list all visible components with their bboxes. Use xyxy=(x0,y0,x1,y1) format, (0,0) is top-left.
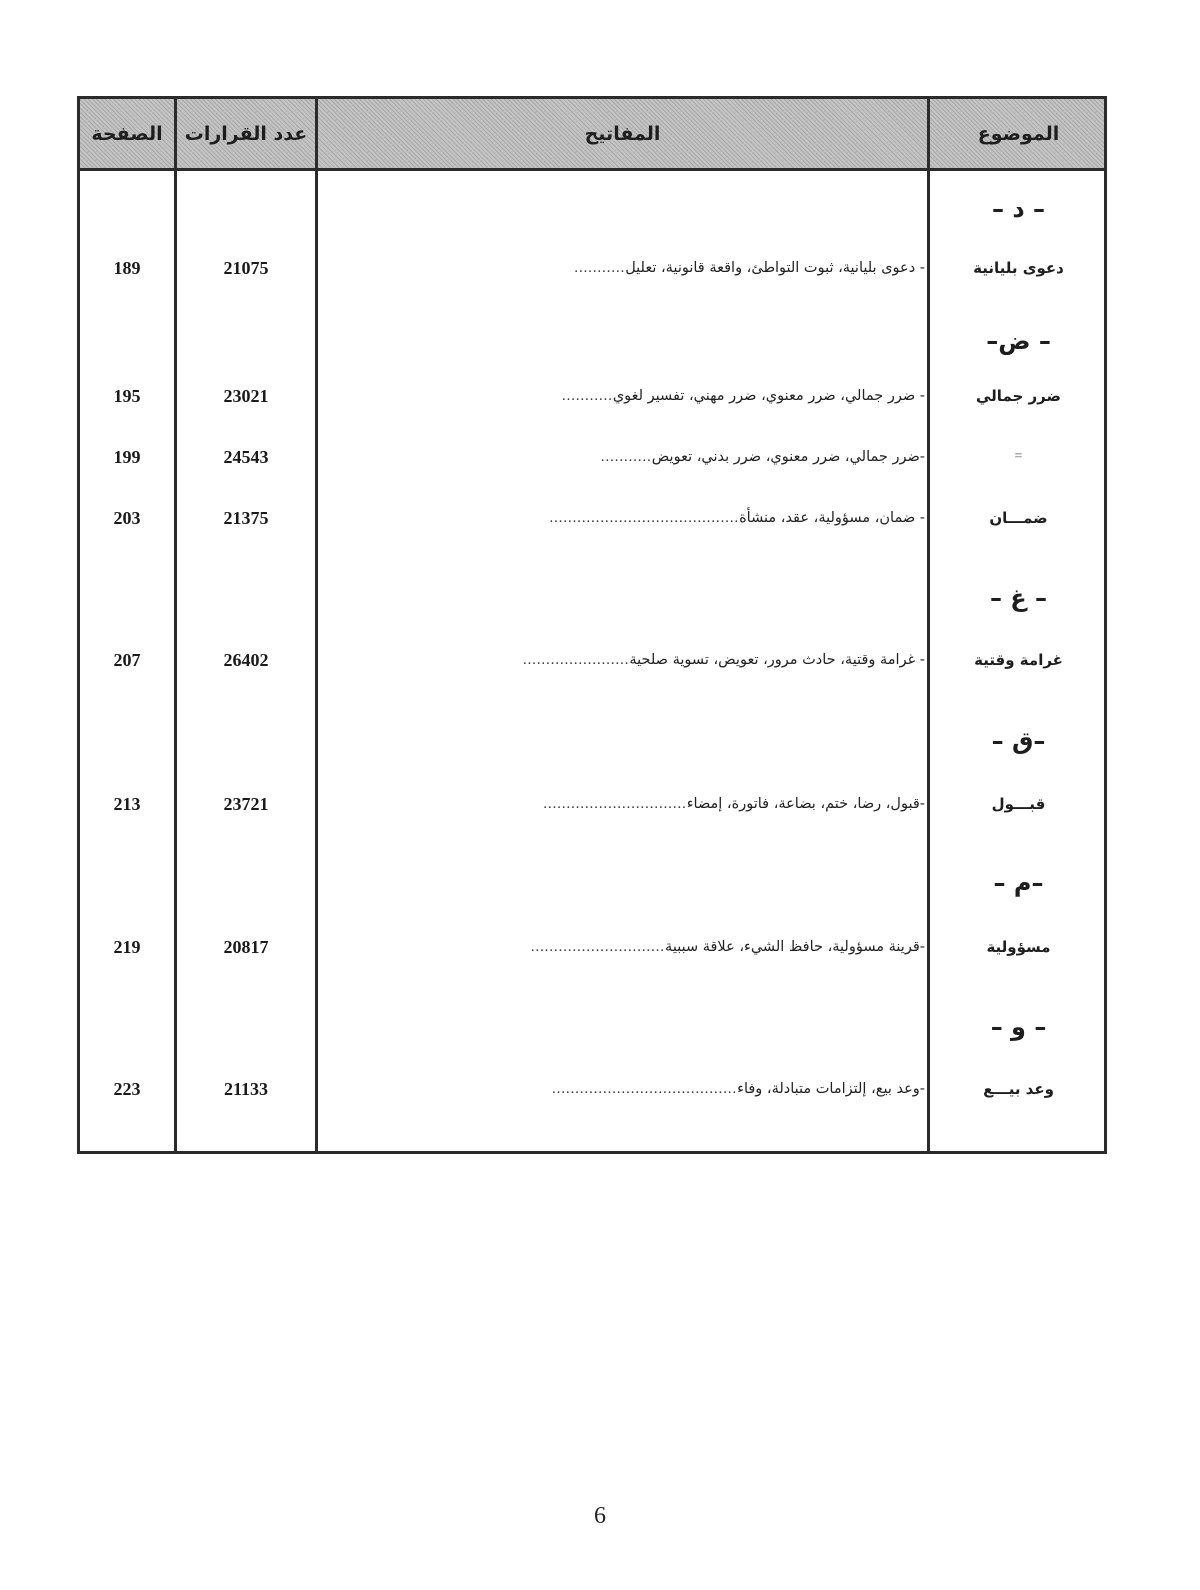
keywords-text: - غرامة وقتية، حادث مرور، تعويض، تسوية صلحية xyxy=(629,652,925,668)
page-number: 6 xyxy=(594,1503,606,1529)
topic-cell: وعد بيـــع xyxy=(983,1080,1054,1098)
keywords-text: - دعوى بليانية، ثبوت التواطئ، واقعة قانونية، تعليل xyxy=(625,260,925,276)
keywords-cell xyxy=(325,1069,925,1109)
topic-cell: غرامة وقتية xyxy=(974,651,1063,669)
keywords-text: - ضرر جمالي، ضرر معنوي، ضرر مهني، تفسير لغوي xyxy=(612,388,925,404)
count-cell: 21075 xyxy=(223,257,269,278)
header-decisions-count: عدد القرارات xyxy=(184,122,308,145)
page-cell: 213 xyxy=(113,793,141,814)
topic-cell: ضرر جمالي xyxy=(976,387,1061,405)
table-row xyxy=(80,640,1104,680)
topic-cell: ضمـــان xyxy=(989,509,1048,527)
section-letter: – غ – xyxy=(989,584,1048,612)
keywords-text: -قبول، رضا، ختم، بضاعة، فاتورة، إمضاء xyxy=(686,796,925,812)
ditto-mark: = xyxy=(1014,449,1023,464)
count-cell: 23721 xyxy=(223,793,269,814)
page-cell: 195 xyxy=(113,385,141,406)
header-keywords: المفاتيح xyxy=(584,122,661,145)
table-row xyxy=(80,437,1104,477)
count-cell: 24543 xyxy=(223,446,269,467)
keywords-cell xyxy=(325,248,925,288)
page-cell: 207 xyxy=(113,649,141,670)
keywords-text: -وعد بيع، إلتزامات متبادلة، وفاء xyxy=(737,1081,925,1097)
table-row xyxy=(80,376,1104,416)
section-letter: – ض– xyxy=(986,327,1051,355)
count-cell: 21375 xyxy=(223,507,269,528)
table-row xyxy=(80,248,1104,288)
count-cell: 21133 xyxy=(223,1078,268,1099)
keywords-cell xyxy=(325,437,925,477)
count-cell: 23021 xyxy=(223,385,269,406)
page-cell: 189 xyxy=(113,257,141,278)
leader-dots: ........... xyxy=(574,259,626,276)
leader-dots: ........... xyxy=(600,448,652,465)
count-cell: 20817 xyxy=(223,936,269,957)
leader-dots: ......................................... xyxy=(549,509,740,526)
page-cell: 219 xyxy=(113,936,141,957)
section-letter-row xyxy=(80,863,1104,903)
table-row xyxy=(80,927,1104,967)
page-cell: 199 xyxy=(113,446,141,467)
section-letter: – د – xyxy=(991,195,1046,223)
page-cell: 223 xyxy=(113,1078,141,1099)
section-letter-row xyxy=(80,578,1104,618)
table-header xyxy=(80,99,1104,171)
topic-cell: مسؤولية xyxy=(986,938,1051,956)
page-cell: 203 xyxy=(113,507,141,528)
topic-cell: دعوى بليانية xyxy=(973,259,1064,277)
count-cell: 26402 xyxy=(223,649,269,670)
leader-dots: ........................................ xyxy=(552,1080,738,1097)
leader-dots: ........... xyxy=(561,387,613,404)
section-letter-row xyxy=(80,721,1104,761)
topic-cell: قبـــول xyxy=(991,795,1046,813)
keywords-text: - ضمان، مسؤولية، عقد، منشأة xyxy=(739,510,925,526)
section-letter-row xyxy=(80,1007,1104,1047)
leader-dots: ....................... xyxy=(523,651,630,668)
section-letter: –ق – xyxy=(991,727,1046,755)
keywords-cell xyxy=(325,927,925,967)
table-row xyxy=(80,784,1104,824)
section-letter: – و – xyxy=(990,1013,1047,1041)
table-row xyxy=(80,498,1104,538)
keywords-cell xyxy=(325,498,925,538)
section-letter: –م – xyxy=(993,869,1044,897)
keywords-text: -قرينة مسؤولية، حافظ الشيء، علاقة سببية xyxy=(665,939,925,955)
header-page: الصفحة xyxy=(91,122,163,145)
keywords-cell xyxy=(325,376,925,416)
table-row xyxy=(80,1069,1104,1109)
header-topic: الموضوع xyxy=(977,122,1060,145)
leader-dots: ............................. xyxy=(530,938,666,955)
index-table xyxy=(77,96,1107,1154)
keywords-cell xyxy=(325,640,925,680)
section-letter-row xyxy=(80,321,1104,361)
leader-dots: ............................... xyxy=(543,795,687,812)
keywords-text: -ضرر جمالي، ضرر معنوي، ضرر بدني، تعويض xyxy=(651,449,925,465)
section-letter-row xyxy=(80,189,1104,229)
keywords-cell xyxy=(325,784,925,824)
